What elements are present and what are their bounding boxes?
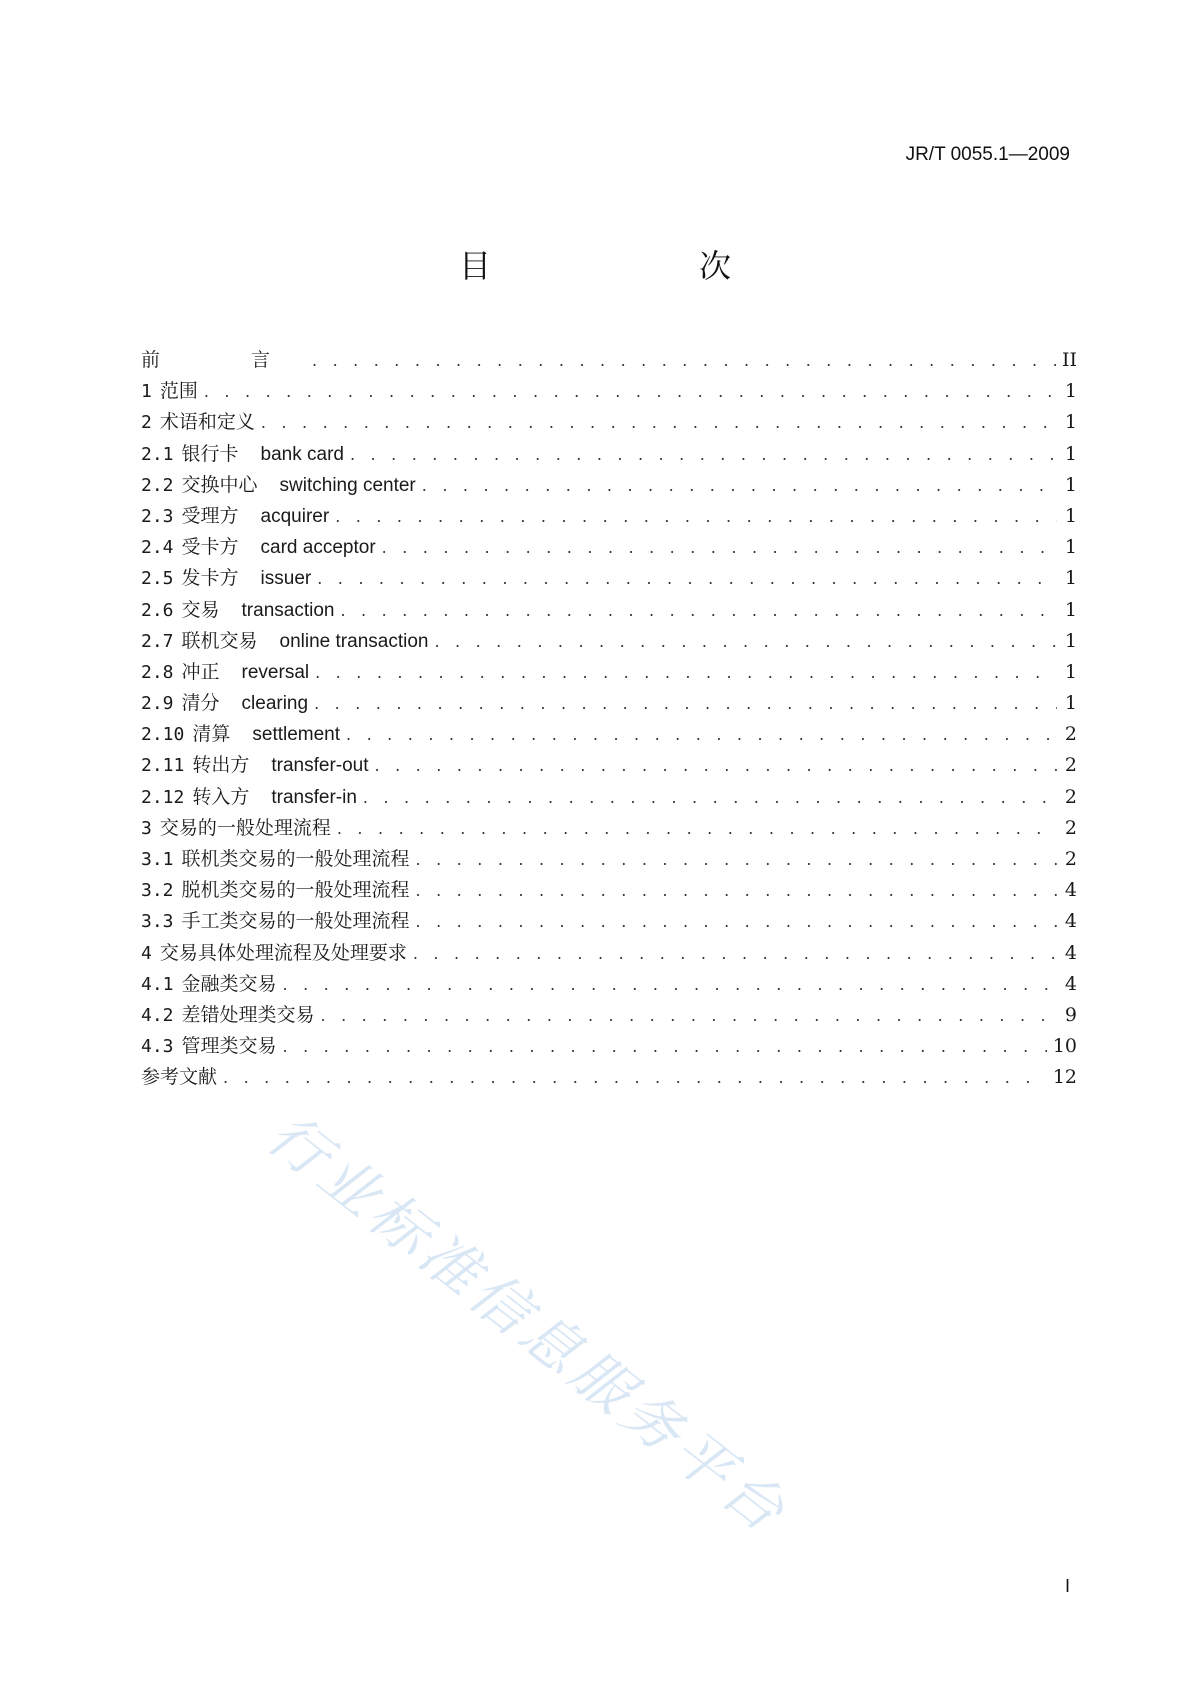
toc-entry-english-term: settlement <box>252 724 341 746</box>
toc-entry-english-term: acquirer <box>260 505 330 527</box>
toc-entry-title: 受理方 <box>181 504 239 527</box>
toc-leader-dots <box>312 345 1056 376</box>
standard-code: JR/T 0055.1—2009 <box>905 144 1070 165</box>
toc-entry-page: II <box>1061 349 1077 371</box>
toc-entry-english-term: transfer-out <box>271 755 369 777</box>
toc-entry-number: 1 <box>141 381 152 403</box>
toc-entry-number: 4.1 <box>141 973 174 995</box>
toc-entry-number: 2.3 <box>141 505 174 527</box>
toc-entry-page: 1 <box>1064 692 1077 715</box>
toc-leader-dots <box>283 969 1057 1000</box>
toc-entry-page: 4 <box>1064 910 1077 933</box>
toc-entry-page: 1 <box>1064 504 1077 527</box>
toc-entry[interactable] <box>141 532 1077 563</box>
toc-entry-title: 范围 <box>159 380 198 403</box>
toc-entry[interactable] <box>141 1000 1077 1031</box>
toc-entry-number: 4 <box>141 942 152 964</box>
toc-entry-page: 2 <box>1064 816 1077 839</box>
toc-entry[interactable] <box>141 345 1077 376</box>
toc-entry[interactable] <box>141 750 1077 781</box>
toc-entry-number: 3.3 <box>141 911 174 933</box>
toc-entry[interactable] <box>141 563 1077 594</box>
toc-entry-number: 2.5 <box>141 568 174 590</box>
toc-entry-page: 12 <box>1052 1066 1077 1089</box>
toc-entry[interactable] <box>141 439 1077 470</box>
toc-entry-title: 联机类交易的一般处理流程 <box>181 848 410 870</box>
toc-entry[interactable] <box>141 626 1077 657</box>
watermark: 行业标准信息服务平台 <box>255 1100 802 1548</box>
toc-entry[interactable] <box>141 501 1077 532</box>
toc-entry-english-term: transfer-in <box>271 786 357 808</box>
toc-entry-title: 银行卡 <box>181 442 239 465</box>
toc-entry-number: 2.10 <box>141 724 185 746</box>
toc-leader-dots <box>350 439 1057 470</box>
toc-entry-title: 脱机类交易的一般处理流程 <box>181 879 410 902</box>
toc-entry-title: 清算 <box>192 723 231 746</box>
toc-entry[interactable] <box>141 782 1077 813</box>
toc-entry-title: 参考文献 <box>141 1066 218 1089</box>
toc-entry-english-term: clearing <box>241 693 309 715</box>
toc-leader-dots <box>317 563 1057 594</box>
toc-entry-english-term: transaction <box>241 599 335 621</box>
page-title: 目 次 <box>458 247 779 285</box>
toc-entry-title: 清分 <box>181 692 220 715</box>
table-of-contents <box>141 345 1077 1094</box>
toc-entry-title: 金融类交易 <box>181 972 277 995</box>
toc-entry-page: 1 <box>1064 629 1077 652</box>
toc-entry[interactable] <box>141 1062 1077 1093</box>
toc-entry-title: 交易具体处理流程及处理要求 <box>159 941 407 964</box>
toc-entry[interactable] <box>141 875 1077 906</box>
toc-leader-dots <box>204 376 1057 407</box>
toc-entry-page: 1 <box>1064 567 1077 590</box>
toc-leader-dots <box>382 532 1057 563</box>
toc-entry[interactable] <box>141 906 1077 937</box>
toc-entry[interactable] <box>141 813 1077 844</box>
toc-entry-number: 2 <box>141 412 152 434</box>
toc-entry-page: 1 <box>1064 660 1077 683</box>
toc-entry-number: 2.6 <box>141 599 174 621</box>
toc-entry-page: 1 <box>1064 380 1077 403</box>
toc-entry-title: 冲正 <box>181 660 220 683</box>
toc-entry-title: 联机交易 <box>181 629 258 652</box>
toc-leader-dots <box>434 626 1057 657</box>
toc-entry-number: 4.3 <box>141 1036 174 1058</box>
toc-entry-title: 手工类交易的一般处理流程 <box>181 910 410 933</box>
toc-entry-title: 管理类交易 <box>181 1035 277 1058</box>
toc-entry-page: 1 <box>1064 442 1077 465</box>
toc-entry-number: 2.8 <box>141 661 174 683</box>
toc-leader-dots <box>261 407 1057 438</box>
toc-leader-dots <box>375 750 1057 781</box>
toc-entry[interactable] <box>141 407 1077 438</box>
toc-leader-dots <box>315 657 1057 688</box>
toc-entry-page: 10 <box>1052 1035 1077 1058</box>
toc-entry[interactable] <box>141 657 1077 688</box>
toc-entry-title: 受卡方 <box>181 536 239 559</box>
toc-leader-dots <box>337 813 1057 844</box>
toc-entry-number: 2.11 <box>141 755 185 777</box>
toc-leader-dots <box>363 782 1057 813</box>
toc-entry[interactable] <box>141 938 1077 969</box>
toc-entry-title: 发卡方 <box>181 567 239 590</box>
toc-entry[interactable] <box>141 969 1077 1000</box>
toc-entry-page: 4 <box>1064 972 1077 995</box>
toc-leader-dots <box>422 470 1057 501</box>
toc-entry-title: 术语和定义 <box>159 411 255 434</box>
toc-entry-page: 1 <box>1064 598 1077 621</box>
toc-entry-page: 4 <box>1064 941 1077 964</box>
toc-entry[interactable] <box>141 719 1077 750</box>
toc-entry[interactable] <box>141 595 1077 626</box>
toc-leader-dots <box>413 938 1057 969</box>
toc-leader-dots <box>340 595 1057 626</box>
toc-entry[interactable] <box>141 470 1077 501</box>
toc-leader-dots <box>314 688 1057 719</box>
toc-entry-title: 交换中心 <box>181 473 258 496</box>
toc-entry-number: 2.9 <box>141 693 174 715</box>
toc-leader-dots <box>416 844 1057 875</box>
toc-entry-title: 交易 <box>181 598 220 621</box>
toc-entry-number: 3.1 <box>141 849 174 870</box>
toc-entry-english-term: card acceptor <box>260 537 376 559</box>
toc-entry-page: 2 <box>1064 754 1077 777</box>
toc-entry-title: 前 言 <box>141 349 307 371</box>
toc-entry-page: 1 <box>1064 536 1077 559</box>
toc-entry-number: 2.12 <box>141 786 185 808</box>
toc-entry-number: 3 <box>141 817 152 839</box>
toc-entry-number: 4.2 <box>141 1004 174 1026</box>
toc-leader-dots <box>416 875 1057 906</box>
toc-leader-dots <box>335 501 1057 532</box>
toc-entry-number: 2.4 <box>141 537 174 559</box>
toc-leader-dots <box>346 719 1057 750</box>
toc-entry-page: 2 <box>1064 785 1077 808</box>
toc-entry-english-term: reversal <box>241 661 310 683</box>
page-number: I <box>1064 1576 1070 1596</box>
toc-entry-page: 1 <box>1064 473 1077 496</box>
toc-entry-page: 2 <box>1064 848 1077 870</box>
toc-entry[interactable] <box>141 688 1077 719</box>
toc-entry[interactable] <box>141 1031 1077 1062</box>
toc-entry-number: 2.2 <box>141 474 174 496</box>
toc-leader-dots <box>321 1000 1057 1031</box>
toc-entry-english-term: issuer <box>260 568 312 590</box>
toc-entry-page: 1 <box>1064 411 1077 434</box>
toc-entry[interactable] <box>141 844 1077 875</box>
toc-entry-title: 转出方 <box>192 754 250 777</box>
toc-entry-english-term: bank card <box>260 443 344 465</box>
toc-entry-title: 差错处理类交易 <box>181 1003 315 1026</box>
toc-entry-page: 4 <box>1064 879 1077 902</box>
toc-entry-number: 2.7 <box>141 630 174 652</box>
toc-entry-number: 2.1 <box>141 443 174 465</box>
toc-entry-title: 交易的一般处理流程 <box>159 816 331 839</box>
toc-leader-dots <box>416 906 1057 937</box>
toc-leader-dots <box>223 1062 1047 1093</box>
toc-entry[interactable] <box>141 376 1077 407</box>
toc-entry-english-term: switching center <box>279 474 416 496</box>
toc-entry-page: 9 <box>1064 1003 1077 1026</box>
toc-entry-title: 转入方 <box>192 785 250 808</box>
toc-entry-english-term: online transaction <box>279 630 429 652</box>
toc-entry-number: 3.2 <box>141 880 174 902</box>
toc-leader-dots <box>283 1031 1047 1062</box>
toc-entry-page: 2 <box>1064 723 1077 746</box>
